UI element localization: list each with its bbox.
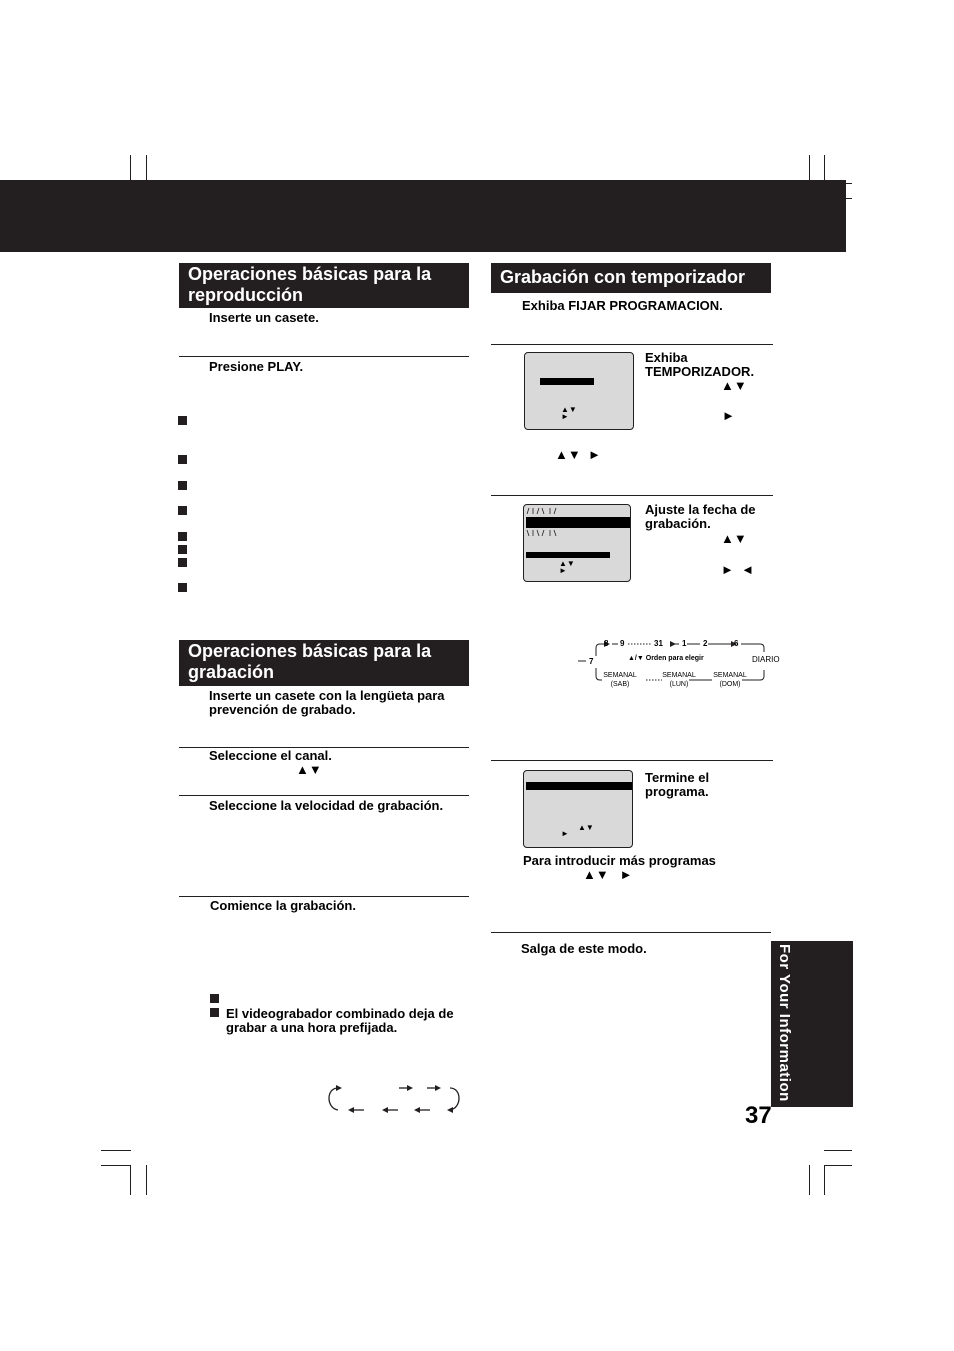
page-number: 37 [745, 1102, 772, 1129]
recording-step-2: Seleccione el canal. [209, 748, 332, 763]
calendar-number: 9 [620, 639, 625, 648]
cycle-curve-left [329, 1088, 338, 1110]
weekly-sat [602, 671, 638, 689]
section-title-recording: Operaciones básicas para la grabación [179, 640, 469, 686]
section-title-timer: Grabación con temporizador [491, 263, 771, 293]
divider [179, 896, 469, 897]
blink-icon [524, 529, 564, 537]
crop-mark [824, 1165, 825, 1195]
bullet-square-icon [178, 545, 187, 554]
blink-icon [524, 507, 564, 515]
highlight-bar [526, 517, 630, 528]
timer-step-3: Ajuste la fecha de grabación. [645, 502, 756, 531]
calendar-number: 1 [682, 639, 687, 648]
highlight-bar [540, 378, 594, 385]
bullet-square-icon [178, 558, 187, 567]
crop-mark [101, 1150, 131, 1151]
weekly-sun [712, 671, 748, 689]
playback-step-1: Inserte un casete. [209, 310, 319, 325]
crop-mark [101, 1165, 131, 1166]
crop-mark [809, 1165, 810, 1195]
more-programs-label: Para introducir más programas [523, 853, 716, 868]
recording-step-1: Inserte un casete con la lengüeta para prevención de grabado. [209, 688, 445, 717]
cycle-curve-right [450, 1088, 459, 1110]
divider [491, 760, 773, 761]
daily-label: DIARIO [752, 655, 780, 664]
navigation-arrows-icon: ▲▼ ► [583, 867, 633, 882]
bullet-square-icon [178, 506, 187, 515]
navigation-arrows-icon: ▲▼ ► [555, 447, 601, 462]
bullet-square-icon [178, 481, 187, 490]
tv-screen-end [523, 770, 633, 848]
divider [491, 495, 773, 496]
date-order-diagram [576, 638, 778, 690]
crop-mark [130, 1165, 131, 1195]
timer-step-4: Termine el programa. [645, 770, 710, 799]
calendar-number: 2 [703, 639, 708, 648]
up-down-arrows-icon: ▲▼ [578, 823, 594, 832]
crop-mark [146, 1165, 147, 1195]
up-down-arrows-icon: ▲▼ [721, 378, 747, 393]
bullet-square-icon [210, 994, 219, 1003]
right-arrow-icon: ► [722, 408, 735, 423]
up-down-arrows-icon: ▲▼ [296, 762, 322, 777]
side-tab-label: For Your Information [776, 944, 793, 1102]
crop-mark [824, 1165, 852, 1166]
bullet-square-icon [178, 532, 187, 541]
timer-step-1: Exhiba FIJAR PROGRAMACION. [522, 298, 723, 313]
speed-cycle-diagram [322, 1080, 470, 1116]
order-label: ▲/▼ Orden para elegir [628, 655, 704, 662]
tv-screen-menu [524, 352, 634, 430]
calendar-number: 7 [589, 657, 594, 666]
header-bar [0, 180, 846, 252]
up-down-arrows-icon: ▲▼ [721, 531, 747, 546]
tv-screen-date [523, 504, 631, 582]
timer-step-5: Salga de este modo. [521, 941, 647, 956]
recording-step-3: Seleccione la velocidad de grabación. [209, 798, 444, 813]
up-down-arrows-icon: ▲▼ [561, 405, 577, 414]
right-left-arrows-icon: ► ◄ [721, 562, 754, 577]
section-title-playback: Operaciones básicas para la reproducción [179, 263, 469, 308]
up-down-arrows-icon: ▲▼ [559, 559, 575, 568]
bullet-square-icon [178, 455, 187, 464]
timer-step-2: Exhiba TEMPORIZADOR. [645, 350, 755, 379]
weekly-mon [661, 671, 697, 689]
calendar-number: 31 [654, 639, 663, 648]
divider [179, 356, 469, 357]
divider [491, 344, 773, 345]
bullet-square-icon [178, 416, 187, 425]
weekly-label: SEMANAL [603, 672, 637, 679]
weekly-day: (LUN) [669, 681, 689, 688]
weekly-day: (DOM) [719, 681, 741, 688]
calendar-number: 6 [734, 639, 739, 648]
divider [491, 932, 771, 933]
calendar-number: 8 [604, 639, 609, 648]
highlight-bar [526, 782, 632, 790]
recording-step-4: Comience la grabación. [210, 898, 356, 913]
bullet-square-icon [178, 583, 187, 592]
playback-step-2: Presione PLAY. [209, 359, 304, 374]
weekly-label: SEMANAL [662, 672, 696, 679]
recording-note: El videograbador combinado deja de grabar a una hora prefijada. [226, 1006, 454, 1035]
right-arrow-icon: ► [561, 829, 569, 838]
bullet-square-icon [210, 1008, 219, 1017]
crop-mark [824, 1150, 852, 1151]
highlight-bar [526, 552, 610, 558]
right-arrow-icon: ► [559, 566, 567, 575]
divider [179, 795, 469, 796]
weekly-label: SEMANAL [713, 672, 747, 679]
weekly-day: (SAB) [610, 681, 630, 688]
right-arrow-icon: ► [561, 412, 569, 421]
